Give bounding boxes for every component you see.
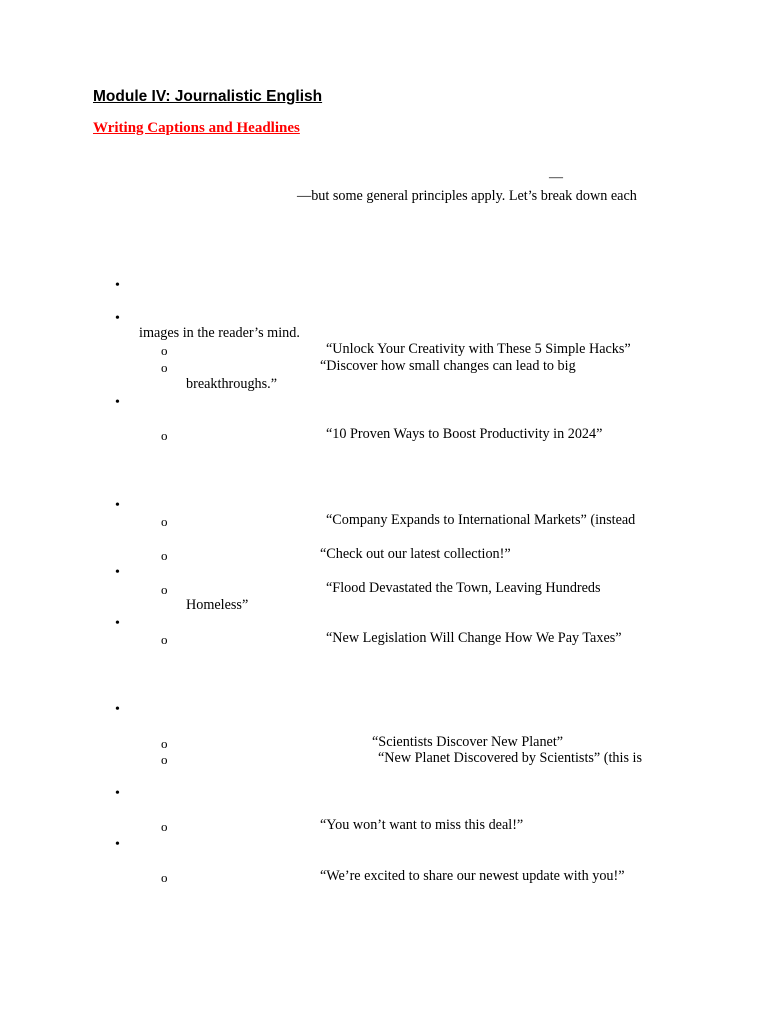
sub-bullet: o <box>161 360 168 375</box>
bullet-point: • <box>115 616 120 631</box>
sub-bullet: o <box>161 752 168 767</box>
section-title: Writing Captions and Headlines <box>93 120 300 136</box>
sub-bullet: o <box>161 548 168 563</box>
sub-bullet: o <box>161 632 168 647</box>
body-text: images in the reader’s mind. <box>139 325 300 341</box>
bullet-point: • <box>115 565 120 580</box>
bullet-point: • <box>115 311 120 326</box>
sub-bullet: o <box>161 514 168 529</box>
sub-bullet: o <box>161 343 168 358</box>
example-text: “Unlock Your Creativity with These 5 Simple Hacks” <box>326 341 631 357</box>
example-text-continued: breakthroughs.” <box>186 376 278 392</box>
example-text: “You won’t want to miss this deal!” <box>320 817 524 833</box>
bullet-point: • <box>115 395 120 410</box>
sub-bullet: o <box>161 428 168 443</box>
module-title: Module IV: Journalistic English <box>93 88 323 105</box>
bullet-point: • <box>115 278 120 293</box>
example-text: “Scientists Discover New Planet” <box>372 734 564 750</box>
intro-text: —but some general principles apply. Let’s break down each <box>297 188 637 204</box>
sub-bullet: o <box>161 582 168 597</box>
example-text: “Check out our latest collection!” <box>320 546 511 562</box>
example-text: “Company Expands to International Markets” (instead <box>326 512 636 528</box>
sub-bullet: o <box>161 870 168 885</box>
example-text: “10 Proven Ways to Boost Productivity in 2024” <box>326 426 603 442</box>
bullet-point: • <box>115 786 120 801</box>
example-text: “New Legislation Will Change How We Pay Taxes” <box>326 630 622 646</box>
bullet-point: • <box>115 702 120 717</box>
example-text: “New Planet Discovered by Scientists” (this is <box>378 750 642 766</box>
bullet-point: • <box>115 837 120 852</box>
example-text-continued: Homeless” <box>186 597 249 613</box>
bullet-point: • <box>115 498 120 513</box>
intro-dash: — <box>549 170 563 185</box>
sub-bullet: o <box>161 819 168 834</box>
sub-bullet: o <box>161 736 168 751</box>
example-text: “Discover how small changes can lead to big <box>320 358 576 374</box>
example-text: “We’re excited to share our newest update with you!” <box>320 868 625 884</box>
example-text: “Flood Devastated the Town, Leaving Hundreds <box>326 580 601 596</box>
